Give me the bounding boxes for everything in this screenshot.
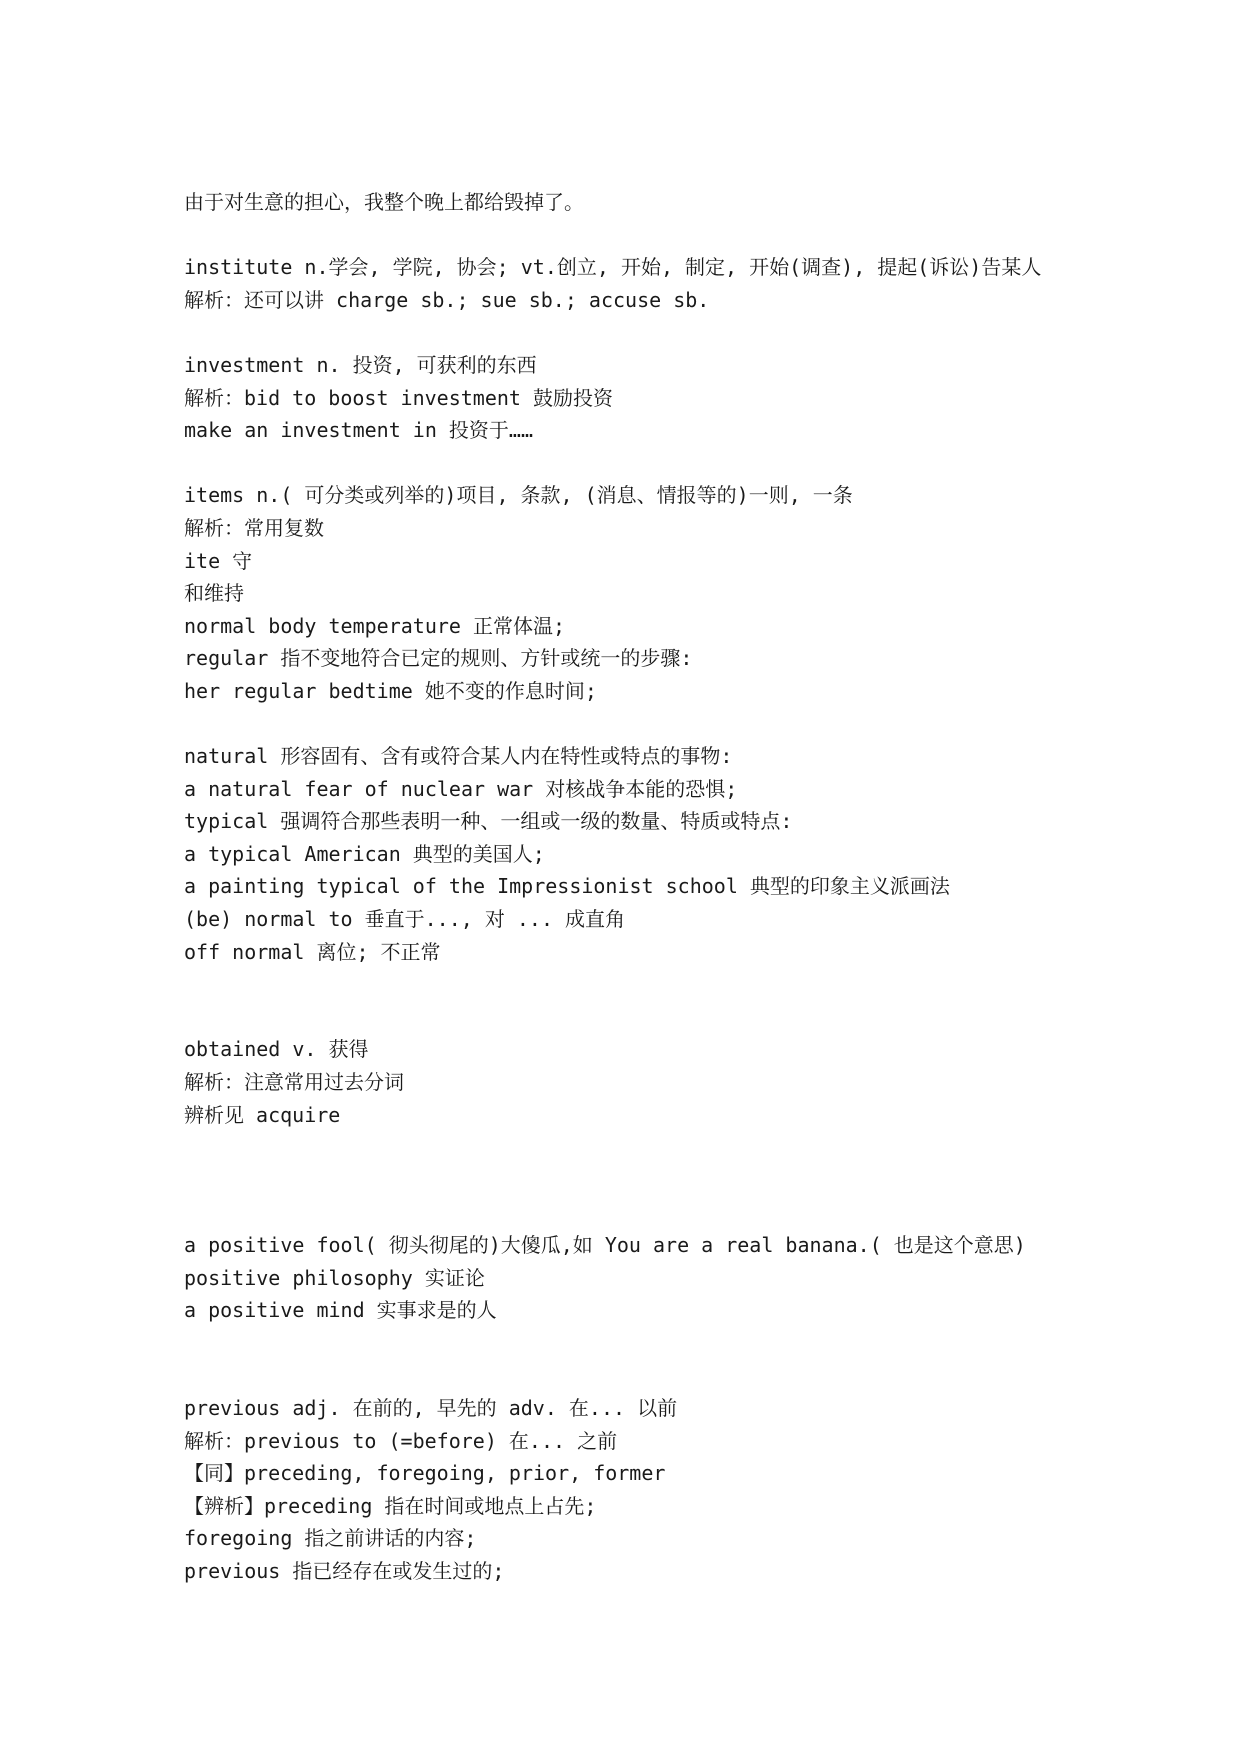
blank-line (184, 1327, 1084, 1360)
text-line: previous 指已经存在或发生过的; (184, 1558, 505, 1583)
text-line: 解析：还可以讲 charge sb.; sue sb.; accuse sb. (184, 287, 710, 312)
blank-line (184, 708, 1084, 741)
blank-line (184, 1359, 1084, 1392)
text-line: previous adj. 在前的, 早先的 adv. 在... 以前 (184, 1395, 678, 1420)
text-line: a painting typical of the Impressionist school 典型的印象主义派画法 (184, 874, 950, 899)
text-line: normal body temperature 正常体温; (184, 613, 566, 638)
text-line: institute n.学会, 学院, 协会; vt.创立, 开始, 制定, 开始(调查), 提起(诉讼)告某人 (184, 255, 1042, 280)
blank-line (184, 968, 1084, 1001)
text-line: natural 形容固有、含有或符合某人内在特性或特点的事物: (184, 744, 733, 769)
text-line: items n.( 可分类或列举的)项目, 条款, (消息、情报等的)一则, 一条 (184, 483, 853, 508)
blank-line (184, 1131, 1084, 1164)
text-line: off normal 离位; 不正常 (184, 939, 441, 964)
blank-line (184, 316, 1084, 349)
text-line: 【同】preceding, foregoing, prior, former (184, 1461, 666, 1486)
text-line: 辨析见 acquire (184, 1102, 341, 1127)
text-line: foregoing 指之前讲话的内容; (184, 1526, 477, 1551)
text-line: 解析：注意常用过去分词 (184, 1070, 404, 1095)
text-line: a positive mind 实事求是的人 (184, 1298, 497, 1323)
document-body (184, 186, 1084, 1588)
text-line: 【辨析】preceding 指在时间或地点上占先; (184, 1493, 597, 1518)
text-line: typical 强调符合那些表明一种、一组或一级的数量、特质或特点: (184, 809, 793, 834)
text-line: 解析：bid to boost investment 鼓励投资 (184, 385, 613, 410)
text-line: 解析：previous to (=before) 在... 之前 (184, 1428, 618, 1453)
text-line: (be) normal to 垂直于..., 对 ... 成直角 (184, 907, 626, 932)
blank-line (184, 1196, 1084, 1229)
text-line: investment n. 投资, 可获利的东西 (184, 352, 537, 377)
text-line: 由于对生意的担心，我整个晚上都给毁掉了。 (184, 190, 584, 214)
blank-line (184, 1164, 1084, 1197)
text-line: regular 指不变地符合已定的规则、方针或统一的步骤: (184, 646, 693, 671)
text-line: ite 守 (184, 548, 253, 573)
text-line: 和维持 (184, 581, 244, 606)
blank-line (184, 447, 1084, 480)
text-line: positive philosophy 实证论 (184, 1265, 485, 1290)
text-line: make an investment in 投资于…… (184, 418, 533, 443)
text-line: a positive fool( 彻头彻尾的)大傻瓜,如 You are a real banana.( 也是这个意思) (184, 1233, 1026, 1257)
text-line: 解析：常用复数 (184, 515, 324, 540)
blank-line (184, 1001, 1084, 1034)
text-line: obtained v. 获得 (184, 1037, 369, 1062)
blank-line (184, 219, 1084, 252)
text-line: her regular bedtime 她不变的作息时间; (184, 678, 597, 703)
text-line: a typical American 典型的美国人; (184, 841, 545, 866)
text-line: a natural fear of nuclear war 对核战争本能的恐惧; (184, 776, 738, 801)
